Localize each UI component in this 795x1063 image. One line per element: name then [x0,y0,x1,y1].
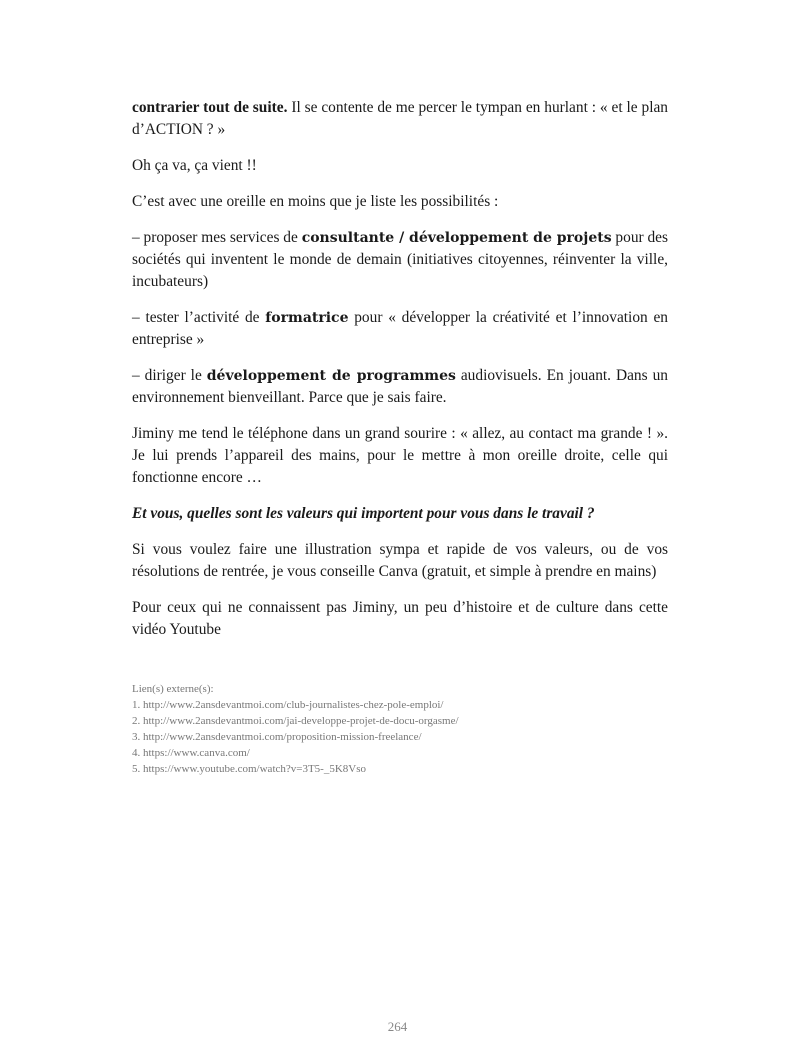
paragraph-formatrice [132,307,668,351]
paragraph-text: – proposer mes services de [132,229,302,246]
paragraph-text: Il se contente de me percer le tympan en hurlant : « et le plan d’ACTION ? » [132,99,668,138]
page-body [132,97,668,777]
paragraph-canva: Si vous voulez faire une illustration sympa et rapide de vos valeurs, ou de vos résolutions de rentrée, je vous conseille Canva (gratuit, et simple à prendre en mains) [132,541,668,580]
paragraph-text: – tester l’activité de [132,309,266,326]
paragraph-liste-possibilites: C’est avec une oreille en moins que je liste les possibilités : [132,193,499,210]
paragraph-jiminy-telephone: Jiminy me tend le téléphone dans un grand sourire : « allez, au contact ma grande ! ». Je lui prends l’appareil des mains, pour le mettre à mon oreille droite, celle qui fonctionne encore … [132,425,668,486]
paragraph-question: Et vous, quelles sont les valeurs qui importent pour vous dans le travail ? [132,505,595,522]
external-links [132,681,668,777]
links-heading: Lien(s) externe(s): [132,683,214,695]
bold-term: consultante / développement de projets [301,230,612,246]
paragraph-text: pour « développer la créativité et l’innovation en entreprise » [132,309,669,348]
external-link[interactable]: 5. https://www.youtube.com/watch?v=3T5-_5K8Vso [132,763,367,775]
external-link[interactable]: 3. http://www.2ansdevantmoi.com/proposition-mission-freelance/ [132,731,422,743]
paragraph-youtube: Pour ceux qui ne connaissent pas Jiminy, un peu d’histoire et de culture dans cette vidéo Youtube [132,599,668,638]
paragraph-consultante [132,227,668,293]
paragraph-programmes [132,365,668,409]
page-number: 264 [387,1019,408,1034]
paragraph-ca-vient: Oh ça va, ça vient !! [132,157,257,174]
paragraph-text: audiovisuels. En jouant. Dans un environnement bienveillant. Parce que je sais faire. [132,367,668,406]
bold-term: formatrice [265,310,349,326]
paragraph-plan-action [132,97,668,141]
external-link[interactable]: 4. https://www.canva.com/ [132,747,250,759]
bold-lead: contrarier tout de suite. [132,99,288,116]
external-link[interactable]: 1. http://www.2ansdevantmoi.com/club-journalistes-chez-pole-emploi/ [132,699,444,711]
external-link[interactable]: 2. http://www.2ansdevantmoi.com/jai-developpe-projet-de-docu-orgasme/ [132,715,459,727]
bold-term: développement de programmes [206,368,456,384]
paragraph-text: pour des sociétés qui inventent le monde de demain (initiatives citoyennes, réinventer la ville, incubateurs) [132,229,669,290]
paragraph-text: – diriger le [132,367,207,384]
